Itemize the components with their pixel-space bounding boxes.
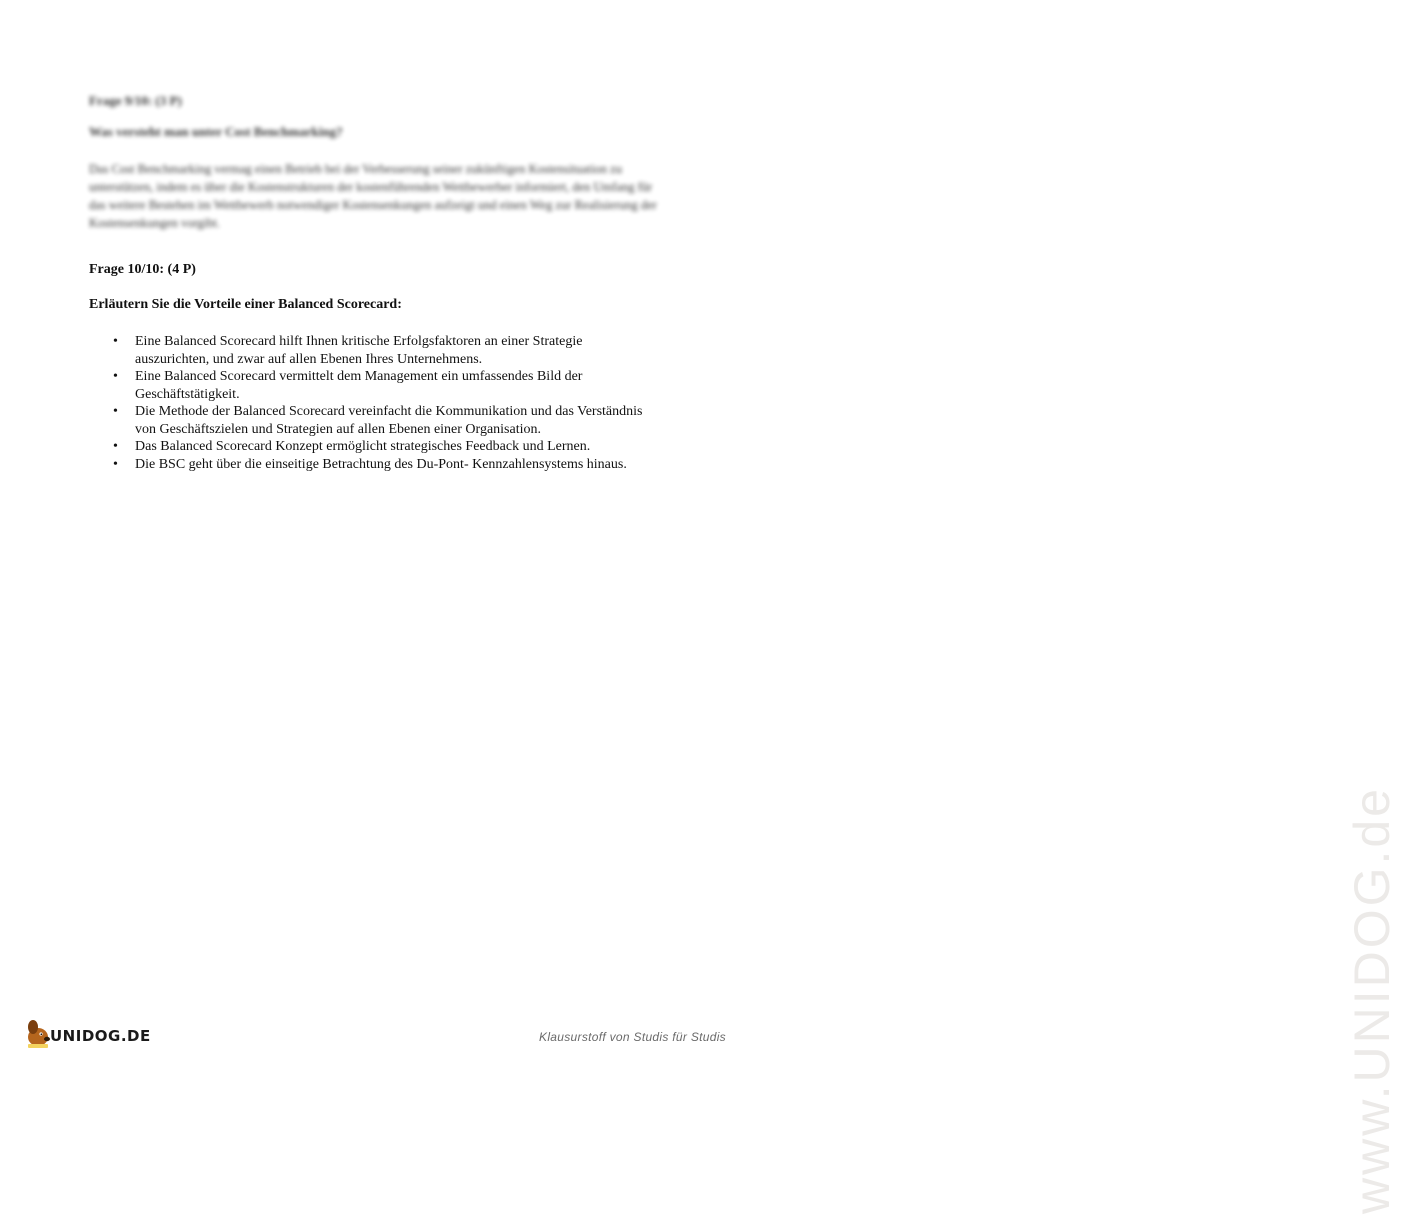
bullet-icon: • — [113, 334, 118, 349]
bullet-icon: • — [113, 456, 118, 472]
question-9-answer: Das Cost Benchmarking vermag einen Betrieb bei der Verbesserung seiner zukünftigen Kostensituation zu unterstützen, indem es über die Kostenstrukturen der kostenführenden Wettbewerber informiert, den Umfang für das weitere Bestehen im Wettbewerb notwendiger Kostensenkungen aufzeigt und einen Weg zur Realisierung der Kostensenkungen vorgibt. — [89, 162, 657, 230]
list-item: • Eine Balanced Scorecard vermittelt dem Management ein umfassendes Bild der Geschäftstätigkeit. — [113, 369, 583, 402]
logo-text: UNIDOG.DE — [50, 1027, 151, 1045]
footer-tagline: Klausurstoff von Studis für Studis — [539, 1030, 726, 1044]
watermark: www.UNIDOG.de — [1344, 786, 1400, 1214]
list-item: • Eine Balanced Scorecard hilft Ihnen kritische Erfolgsfaktoren an einer Strategie auszurichten, und zwar auf allen Ebenen Ihres Unternehmens. — [113, 334, 583, 367]
list-item: • Die Methode der Balanced Scorecard vereinfacht die Kommunikation und das Verständnis von Geschäftszielen und Strategien auf allen Ebenen einer Organisation. — [113, 404, 643, 437]
bullet-icon: • — [113, 439, 118, 454]
question-9-text: Was versteht man unter Cost Benchmarking? — [89, 124, 343, 139]
question-10-text: Erläutern Sie die Vorteile einer Balanced Scorecard: — [89, 297, 402, 312]
list-item: • Die BSC geht über die einseitige Betrachtung des Du-Pont- Kennzahlensystems hinaus. — [113, 456, 627, 472]
question-9-heading: Frage 9/10: (3 P) — [89, 93, 182, 108]
bullet-icon: • — [113, 404, 118, 419]
advantages-list — [113, 333, 653, 473]
list-item: • Das Balanced Scorecard Konzept ermöglicht strategisches Feedback und Lernen. — [113, 439, 591, 454]
question-10-heading: Frage 10/10: (4 P) — [89, 262, 196, 277]
bullet-icon: • — [113, 369, 118, 384]
